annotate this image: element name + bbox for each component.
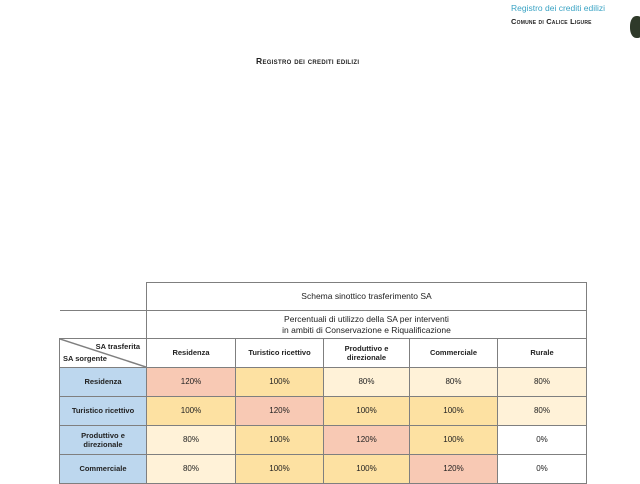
table-cell: 80%: [410, 368, 498, 397]
table-cell: 80%: [147, 426, 236, 455]
column-header: [324, 339, 410, 368]
table-subtitle-line1: Percentuali di utilizzo della SA per interventi: [284, 313, 449, 324]
crest-icon: [630, 16, 640, 38]
table-cell: 100%: [324, 397, 410, 426]
table-cell: 0%: [498, 426, 587, 455]
column-header-line1: Rurale: [530, 348, 554, 358]
table-cell: 120%: [147, 368, 236, 397]
column-header: [410, 339, 498, 368]
table-cell: 80%: [147, 455, 236, 484]
header-organization: Comune di Calice Ligure: [511, 17, 592, 26]
table-cell: 100%: [147, 397, 236, 426]
table-row: [60, 397, 587, 426]
column-header-line1: Residenza: [172, 348, 210, 358]
table-cell: 100%: [236, 426, 324, 455]
table-blank-corner: [60, 311, 147, 339]
table-cell: 100%: [410, 426, 498, 455]
table-subtitle-line2: in ambiti di Conservazione e Riqualificazione: [282, 324, 451, 335]
column-header-line1: Commerciale: [429, 348, 478, 358]
row-header: [60, 426, 147, 455]
table-row: [60, 455, 587, 484]
row-header-line1: Residenza: [84, 377, 122, 387]
transfer-table: [59, 282, 587, 484]
row-header-line1: Commerciale: [79, 464, 127, 474]
table-row: [60, 368, 587, 397]
table-cell: 120%: [324, 426, 410, 455]
row-header: [60, 397, 147, 426]
row-header-line2: direzionale: [83, 440, 123, 449]
column-header-line2: direzionale: [346, 353, 387, 362]
table-cell: 80%: [324, 368, 410, 397]
corner-label-transferred: SA trasferita: [95, 342, 140, 351]
table-blank-corner: [60, 283, 147, 311]
row-header: [60, 455, 147, 484]
table-cell: 100%: [410, 397, 498, 426]
column-header: [236, 339, 324, 368]
table-cell: 120%: [410, 455, 498, 484]
column-header-line1: Turistico ricettivo: [248, 348, 311, 358]
table-subtitle: [147, 311, 587, 339]
row-header-line1: Produttivo e: [81, 430, 125, 440]
column-header: [498, 339, 587, 368]
table-cell: 100%: [236, 455, 324, 484]
document-title: Registro dei crediti edilizi: [256, 56, 360, 66]
column-header-line1: Produttivo e: [344, 343, 389, 353]
row-header-line1: Turistico ricettivo: [71, 406, 135, 416]
table-row: [60, 426, 587, 455]
header-link[interactable]: Registro dei crediti edilizi: [511, 3, 606, 13]
column-header: [147, 339, 236, 368]
row-header: [60, 368, 147, 397]
table-cell: 100%: [324, 455, 410, 484]
table-cell: 120%: [236, 397, 324, 426]
table-corner-header: [60, 339, 147, 368]
table-title: Schema sinottico trasferimento SA: [147, 283, 587, 311]
table-cell: 80%: [498, 397, 587, 426]
table-cell: 80%: [498, 368, 587, 397]
table-cell: 0%: [498, 455, 587, 484]
table-cell: 100%: [236, 368, 324, 397]
corner-label-source: SA sorgente: [63, 353, 107, 363]
